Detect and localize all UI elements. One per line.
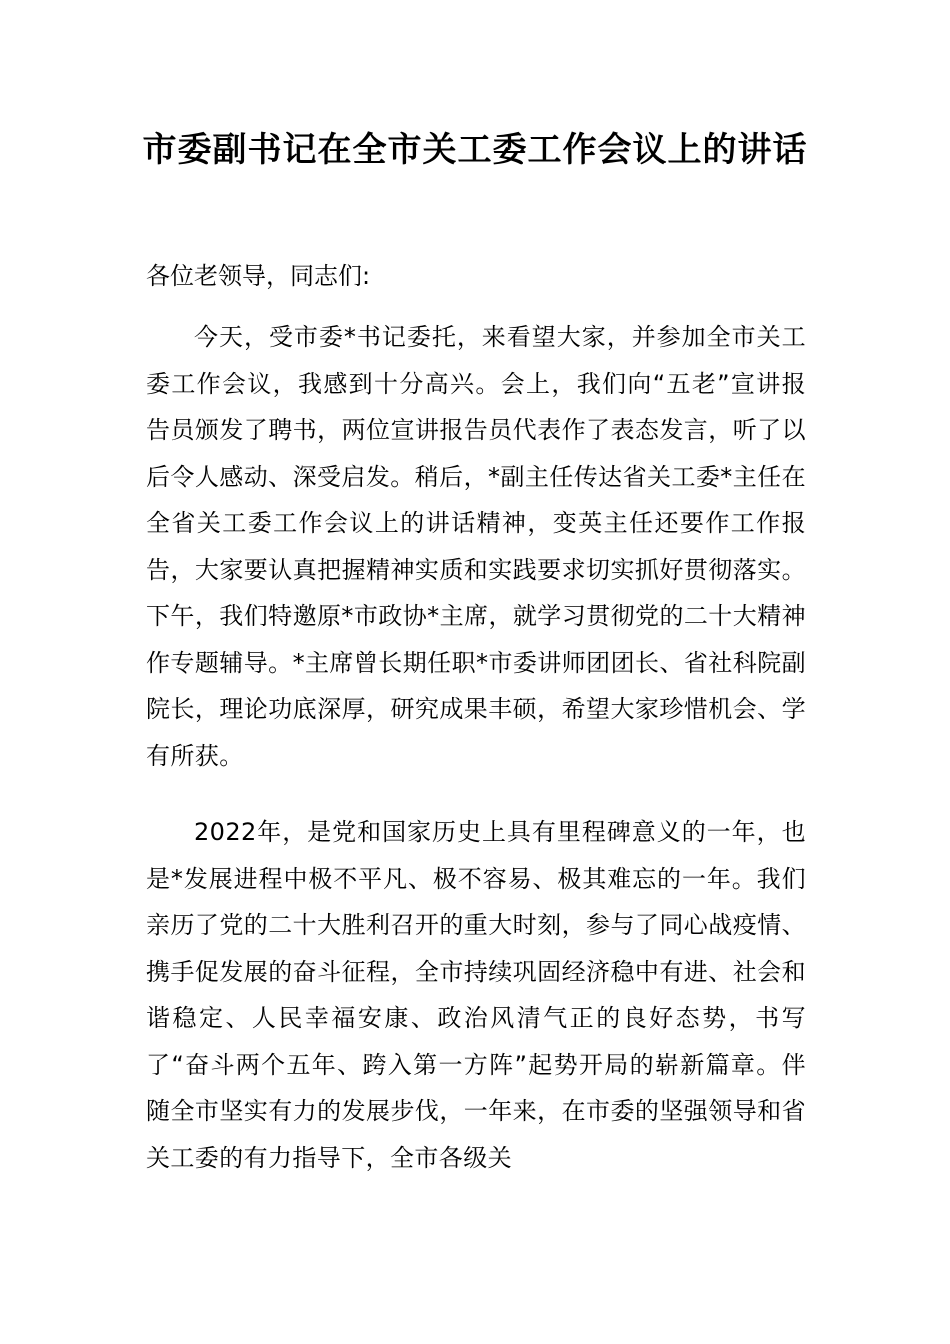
document-title: 市委副书记在全市关工委工作会议上的讲话 <box>142 130 808 170</box>
paragraph-1: 今天，受市委*书记委托，来看望大家，并参加全市关工委工作会议，我感到十分高兴。会上，我们向“五老”宣讲报告员颁发了聘书，两位宣讲报告员代表作了表态发言，听了以后令人感动、深受启发。稍后，*副主任传达省关工委*主任在全省关工委工作会议上的讲话精神，变英主任还要作工作报告，大家要认真把握精神实质和实践要求切实抓好贯彻落实。下午，我们特邀原*市政协*主席，就学习贯彻党的二十大精神作专题辅导。*主席曾长期任职*市委讲师团团长、省社科院副院长，理论功底深厚，研究成果丰硕，希望大家珍惜机会、学有所获。 <box>146 323 806 770</box>
document-body <box>146 314 806 1211</box>
paragraph-2: 2022年，是党和国家历史上具有里程碑意义的一年，也是*发展进程中极不平凡、极不容易、极其难忘的一年。我们亲历了党的二十大胜利召开的重大时刻，参与了同心战疫情、携手促发展的奋斗征程，全市持续巩固经济稳中有进、社会和谐稳定、人民幸福安康、政治风清气正的良好态势，书写了“奋斗两个五年、跨入第一方阵”起势开局的崭新篇章。伴随全市坚实有力的发展步伐，一年来，在市委的坚强领导和省关工委的有力指导下，全市各级关 <box>146 818 806 1172</box>
salutation: 各位老领导，同志们: <box>146 262 371 290</box>
